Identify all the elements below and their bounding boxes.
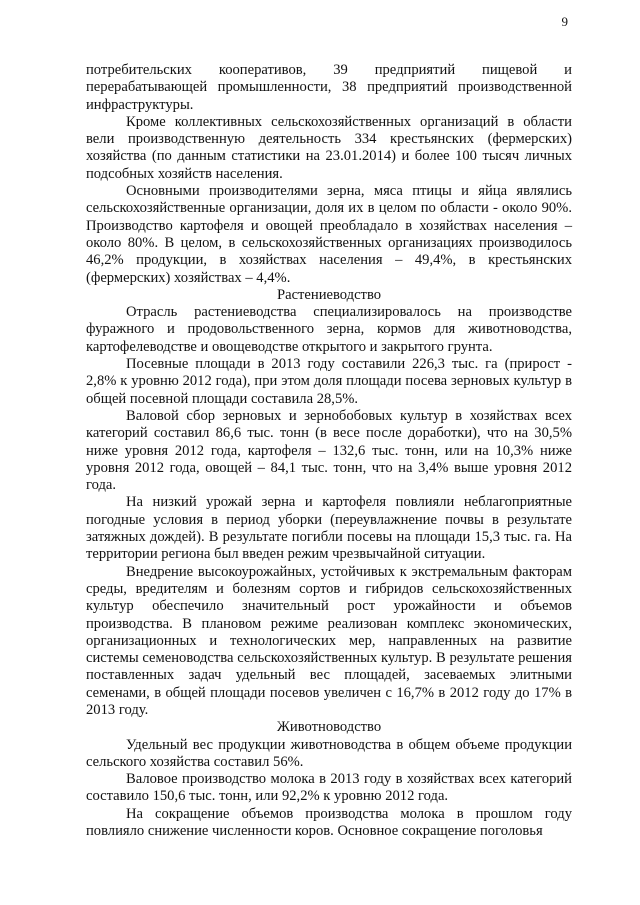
paragraph-milk-decline: На сокращение объемов производства молока в прошлом году повлияло снижение численности коров. Основное сокращение поголовья: [86, 805, 572, 840]
document-body: [86, 62, 572, 840]
paragraph-gross-harvest: Валовой сбор зерновых и зернобобовых культур в хозяйствах всех категорий составил 86,6 тыс. тонн (в весе после доработки), что на 30,5% ниже уровня 2012 года, картофеля – 132,6 тыс. тонн, или на 10,3% ниже уровня 2012 года, овощей – 84,1 тыс. тонн, что на 3,4% выше уровня 2012 года.: [86, 407, 572, 494]
paragraph-high-yield-varieties: Внедрение высокоурожайных, устойчивых к экстремальным факторам среды, вредителям и болезням сортов и гибридов сельскохозяйственных культур обеспечило значительный рост урожайности и объемов производства. В плановом режиме реализован комплекс экономических, организационных и технологических мер, направленных на развитие системы семеноводства сельскохозяйственных культур. В результате решения поставленных задач удельный вес площадей, засеваемых элитными семенами, в общей площади посевов увеличен с 16,7% в 2012 году до 17% в 2013 году.: [86, 563, 572, 718]
paragraph-farms: Кроме коллективных сельскохозяйственных организаций в области вели производственную деятельность 334 крестьянских (фермерских) хозяйства (по данным статистики на 23.01.2014) и более 100 тысяч личных подсобных хозяйств населения.: [86, 113, 572, 182]
paragraph-crop-specialization: Отрасль растениеводства специализировалось на производстве фуражного и продовольственного зерна, кормов для животноводства, картофелеводстве и овощеводстве открытого и закрытого грунта.: [86, 304, 572, 355]
paragraph-producers: Основными производителями зерна, мяса птицы и яйца являлись сельскохозяйственные организации, доля их в целом по области - около 90%. Производство картофеля и овощей преобладало в хозяйствах населения – около 80%. В целом, в сельскохозяйственных организациях производилось 46,2% продукции, в хозяйствах населения – 49,4%, в крестьянских (фермерских) хозяйствах – 4,4%.: [86, 183, 572, 286]
page-number: 9: [561, 14, 568, 29]
paragraph-low-yield: На низкий урожай зерна и картофеля повлияли неблагоприятные погодные условия в период уборки (переувлажнение почвы в результате затяжных дождей). В результате погибли посевы на площади 15,3 тыс. га. На территории региона был введен режим чрезвычайной ситуации.: [86, 494, 572, 563]
paragraph-sown-area: Посевные площади в 2013 году составили 226,3 тыс. га (прирост - 2,8% к уровню 2012 года), при этом доля площади посева зерновых культур в общей посевной площади составила 28,5%.: [86, 356, 572, 407]
section-heading-livestock: Животноводство: [276, 719, 382, 736]
paragraph-livestock-share: Удельный вес продукции животноводства в общем объеме продукции сельского хозяйства составил 56%.: [86, 736, 572, 770]
paragraph-milk-production: Валовое производство молока в 2013 году в хозяйствах всех категорий составило 150,6 тыс. тонн, или 92,2% к уровню 2012 года.: [86, 771, 572, 805]
section-heading-crop-production: Растениеводство: [276, 286, 382, 303]
paragraph-continuation: потребительских кооперативов, 39 предприятий пищевой и перерабатывающей промышленности, 38 предприятий производственной инфраструктуры.: [86, 62, 572, 113]
